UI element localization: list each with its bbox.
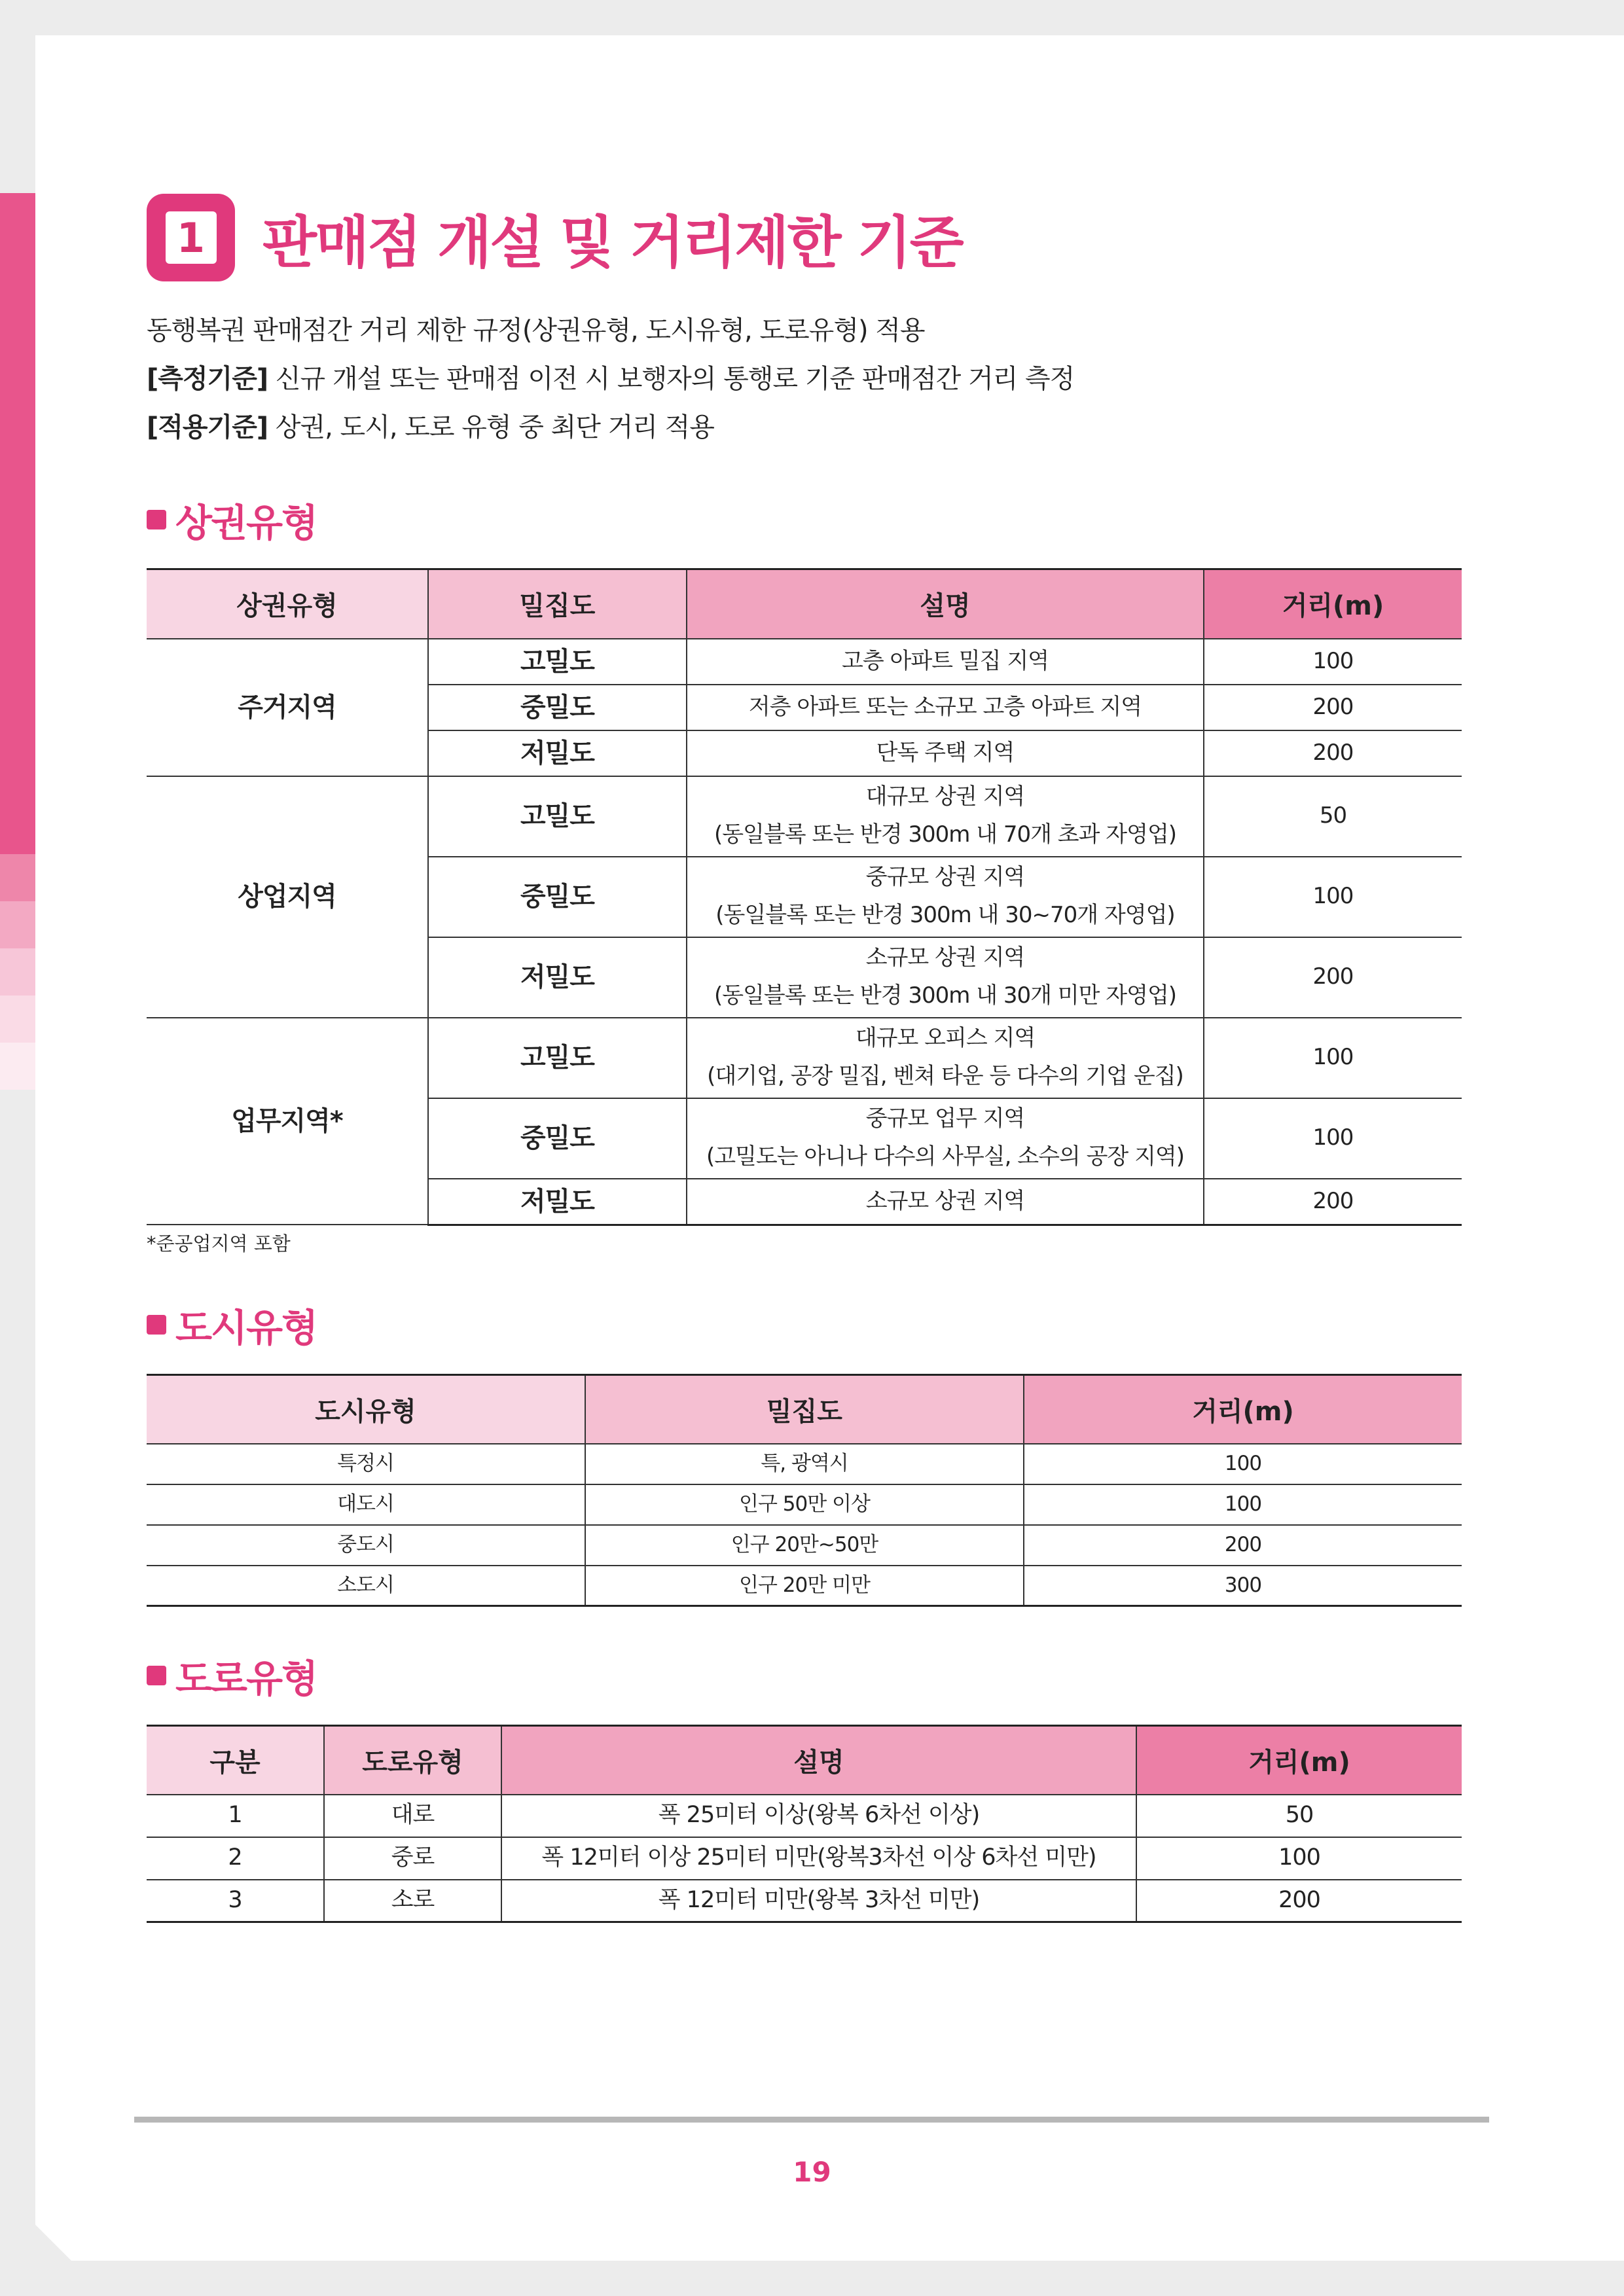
column-header: 거리(m) <box>1204 569 1462 639</box>
measure-standard-text: 신규 개설 또는 판매점 이전 시 보행자의 통행로 기준 판매점간 거리 측정 <box>268 364 1075 394</box>
table-row <box>147 1880 1462 1922</box>
column-header: 도로유형 <box>324 1726 501 1795</box>
description-cell: 단독 주택 지역 <box>687 730 1204 776</box>
road-type-cell: 중로 <box>324 1837 501 1880</box>
density-cell: 저밀도 <box>428 730 687 776</box>
density-cell: 고밀도 <box>428 776 687 857</box>
bullet-square-icon <box>147 1666 166 1685</box>
density-cell: 인구 20만 미만 <box>585 1566 1024 1606</box>
road-type-cell: 소로 <box>324 1880 501 1922</box>
description-cell: 폭 25미터 이상(왕복 6차선 이상) <box>501 1795 1136 1837</box>
column-header: 설명 <box>687 569 1204 639</box>
footer-divider <box>134 2117 1489 2123</box>
footnote: *준공업지역 포함 <box>147 1232 291 1255</box>
table-row <box>147 1566 1462 1606</box>
density-cell: 중밀도 <box>428 1098 687 1179</box>
description-cell: 고층 아파트 밀집 지역 <box>687 639 1204 685</box>
description-cell: 소규모 상권 지역 <box>687 1179 1204 1225</box>
table-row <box>147 1795 1462 1837</box>
city-type-cell: 대도시 <box>147 1484 585 1525</box>
intro-text <box>147 306 1074 452</box>
distance-cell: 100 <box>1204 1098 1462 1179</box>
table-row <box>147 1444 1462 1484</box>
description-cell: 대규모 상권 지역 (동일블록 또는 반경 300m 내 70개 초과 자영업) <box>687 776 1204 857</box>
intro-line-1: 동행복권 판매점간 거리 제한 규정(상권유형, 도시유형, 도로유형) 적용 <box>147 315 925 346</box>
commercial-heading-text: 상권유형 <box>175 501 317 545</box>
section-number: 1 <box>166 211 217 264</box>
table-row <box>147 1018 1462 1098</box>
city-heading-text: 도시유형 <box>175 1306 317 1350</box>
table-row <box>147 1484 1462 1525</box>
road-type-cell: 대로 <box>324 1795 501 1837</box>
distance-cell: 100 <box>1136 1837 1462 1880</box>
description-cell: 폭 12미터 이상 25미터 미만(왕복3차선 이상 6차선 미만) <box>501 1837 1136 1880</box>
column-header: 상권유형 <box>147 569 428 639</box>
page-number: 19 <box>793 2156 831 2188</box>
intro-line-2 <box>147 355 1074 403</box>
density-cell: 저밀도 <box>428 1179 687 1225</box>
section-title <box>147 194 962 281</box>
side-accent-bar <box>0 193 35 1090</box>
table-row <box>147 776 1462 857</box>
bullet-square-icon <box>147 510 166 529</box>
commercial-heading <box>147 492 317 547</box>
road-heading-text: 도로유형 <box>175 1657 317 1701</box>
column-header: 거리(m) <box>1024 1375 1462 1444</box>
density-cell: 특, 광역시 <box>585 1444 1024 1484</box>
bullet-square-icon <box>147 1315 166 1335</box>
density-cell: 고밀도 <box>428 639 687 685</box>
measure-standard-label: [측정기준] <box>147 364 268 394</box>
road-heading <box>147 1648 317 1703</box>
city-type-cell: 중도시 <box>147 1525 585 1566</box>
description-cell: 중규모 업무 지역 (고밀도는 아니나 다수의 사무실, 소수의 공장 지역) <box>687 1098 1204 1179</box>
table-row <box>147 1837 1462 1880</box>
density-cell: 중밀도 <box>428 685 687 730</box>
distance-cell: 50 <box>1204 776 1462 857</box>
city-type-cell: 소도시 <box>147 1566 585 1606</box>
column-header: 설명 <box>501 1726 1136 1795</box>
city-type-cell: 특정시 <box>147 1444 585 1484</box>
density-cell: 고밀도 <box>428 1018 687 1098</box>
column-header: 도시유형 <box>147 1375 585 1444</box>
column-header: 거리(m) <box>1136 1726 1462 1795</box>
distance-cell: 200 <box>1024 1525 1462 1566</box>
city-type-table <box>147 1374 1462 1607</box>
index-cell: 3 <box>147 1880 324 1922</box>
area-type-cell: 상업지역 <box>147 776 428 1018</box>
apply-standard-label: [적용기준] <box>147 412 268 442</box>
area-type-cell: 업무지역* <box>147 1018 428 1225</box>
column-header: 밀집도 <box>428 569 687 639</box>
distance-cell: 100 <box>1204 857 1462 937</box>
distance-cell: 50 <box>1136 1795 1462 1837</box>
column-header: 구분 <box>147 1726 324 1795</box>
distance-cell: 100 <box>1204 1018 1462 1098</box>
area-type-cell: 주거지역 <box>147 639 428 776</box>
road-type-table <box>147 1725 1462 1923</box>
distance-cell: 100 <box>1204 639 1462 685</box>
commercial-type-table <box>147 568 1462 1226</box>
city-heading <box>147 1297 317 1352</box>
distance-cell: 100 <box>1024 1484 1462 1525</box>
description-cell: 대규모 오피스 지역 (대기업, 공장 밀집, 벤쳐 타운 등 다수의 기업 운집) <box>687 1018 1204 1098</box>
section-number-badge <box>147 194 235 281</box>
page-title: 판매점 개설 및 거리제한 기준 <box>262 210 962 276</box>
description-cell: 중규모 상권 지역 (동일블록 또는 반경 300m 내 30~70개 자영업) <box>687 857 1204 937</box>
distance-cell: 200 <box>1204 685 1462 730</box>
distance-cell: 300 <box>1024 1566 1462 1606</box>
description-cell: 저층 아파트 또는 소규모 고층 아파트 지역 <box>687 685 1204 730</box>
distance-cell: 100 <box>1024 1444 1462 1484</box>
density-cell: 인구 50만 이상 <box>585 1484 1024 1525</box>
distance-cell: 200 <box>1204 1179 1462 1225</box>
density-cell: 인구 20만~50만 <box>585 1525 1024 1566</box>
distance-cell: 200 <box>1204 730 1462 776</box>
index-cell: 2 <box>147 1837 324 1880</box>
intro-line-3 <box>147 403 1074 452</box>
apply-standard-text: 상권, 도시, 도로 유형 중 최단 거리 적용 <box>268 412 714 442</box>
index-cell: 1 <box>147 1795 324 1837</box>
table-row <box>147 1525 1462 1566</box>
density-cell: 저밀도 <box>428 937 687 1018</box>
description-cell: 폭 12미터 미만(왕복 3차선 미만) <box>501 1880 1136 1922</box>
description-cell: 소규모 상권 지역 (동일블록 또는 반경 300m 내 30개 미만 자영업) <box>687 937 1204 1018</box>
column-header: 밀집도 <box>585 1375 1024 1444</box>
table-row <box>147 639 1462 685</box>
density-cell: 중밀도 <box>428 857 687 937</box>
distance-cell: 200 <box>1204 937 1462 1018</box>
distance-cell: 200 <box>1136 1880 1462 1922</box>
